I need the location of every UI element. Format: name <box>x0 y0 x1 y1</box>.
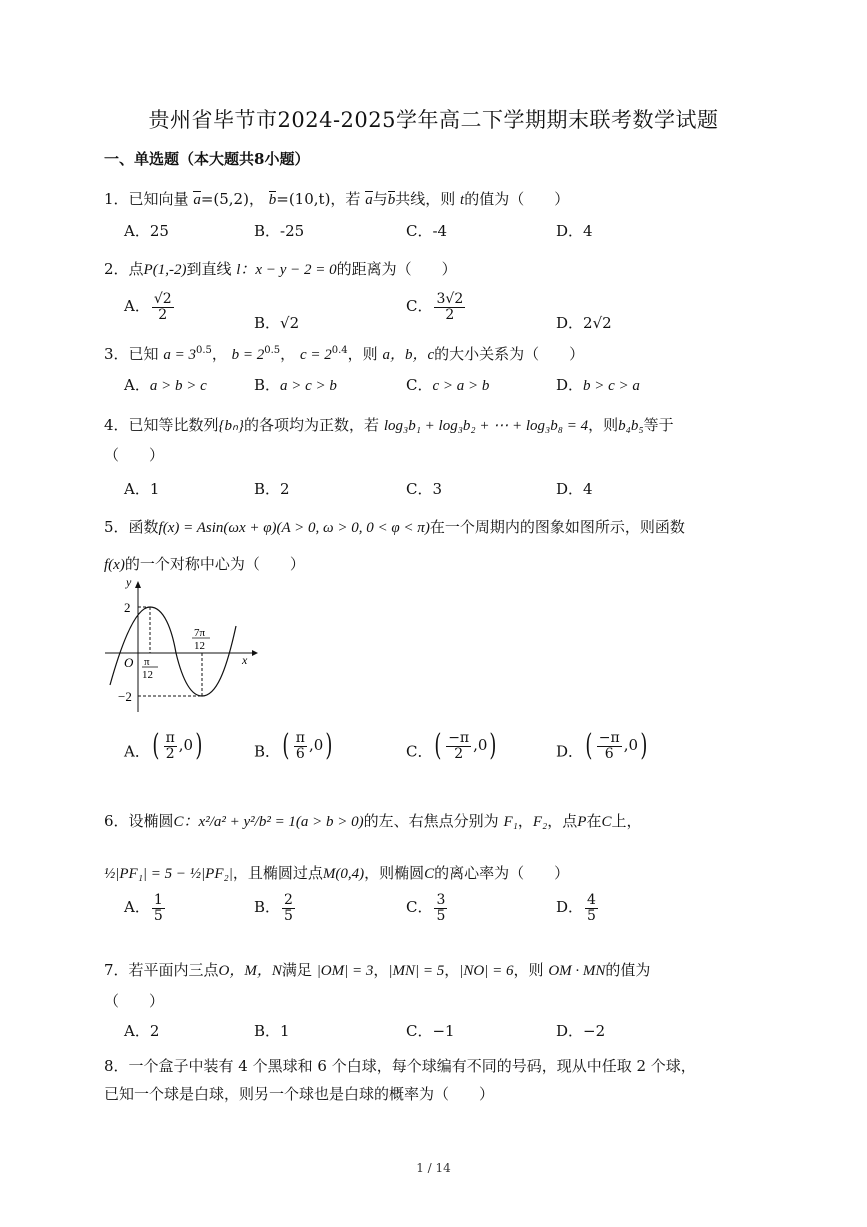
y-axis-arrow <box>135 581 141 588</box>
q5-option-a: A．( $\frac{\pi}{2}$ ,0) <box>124 728 203 764</box>
q1-option-c: C．-4 <box>406 222 448 240</box>
sine-curve <box>110 607 236 696</box>
vector-b: b <box>268 192 277 208</box>
q7-option-b: B．1 <box>254 1022 290 1040</box>
y-max-label: 2 <box>124 600 131 615</box>
q3-option-b: B．a > c > b <box>254 376 337 394</box>
y-min-label: −2 <box>118 689 132 704</box>
y-label: y <box>126 575 132 589</box>
question-6-line2: ½|PF₁| = 5 − ½|PF₂|，且椭圆过点M(0,4)，则椭圆C的离心率为（ ） <box>104 864 570 882</box>
question-3: 3．已知 $a = 3^{0.5}$， $b = 2^{0.5}$， $c = 2^{0.4}$，则 a，b，c的大小关系为（ ） <box>104 345 585 363</box>
origin-label: O <box>124 655 134 670</box>
x2-num: 7π <box>194 627 206 639</box>
q1-option-b: B．-25 <box>254 222 305 240</box>
x-axis-arrow <box>252 650 258 656</box>
q7-paren: （ ） <box>104 992 165 1010</box>
q5-option-c: C．( $\frac{-\pi}{2}$ ,0) <box>406 728 497 764</box>
question-4: 4．已知等比数列{bₙ}的各项均为正数，若 log₃b₁ + log₃b₂ + ⋯ + log₃b₈ = 4，则b₄b₅等于 <box>104 416 674 434</box>
q2-option-d: D．2√2 <box>556 314 612 332</box>
q3-option-c: C．c > a > b <box>406 376 490 394</box>
question-5-line2: f(x)的一个对称中心为（ ） <box>104 555 305 573</box>
q6-option-c: C． $\frac{3}{5}$ <box>406 892 446 924</box>
q4-option-d: D．4 <box>556 480 593 498</box>
q4-option-c: C．3 <box>406 480 443 498</box>
x2-den: 12 <box>194 640 205 652</box>
section-heading: 一、单选题（本大题共8小题） <box>104 150 310 168</box>
q3-option-d: D．b > c > a <box>556 376 640 394</box>
question-7: 7．若平面内三点O，M，N满足 |OM| = 3，|MN| = 5，|NO| = 6，则 OM · MN的值为 <box>104 961 651 979</box>
question-6: 6．设椭圆C：x²/a² + y²/b² = 1(a > b > 0)的左、右焦点分别为 F₁，F₂，点P在C上， <box>104 812 642 830</box>
x-label: x <box>242 653 248 667</box>
q6-option-b: B． $\frac{2}{5}$ <box>254 892 293 924</box>
page-title: 贵州省毕节市2024-2025学年高二下学期期末联考数学试题 <box>148 108 719 132</box>
vector-a: a <box>193 192 201 208</box>
question-8: 8．一个盒子中装有 4 个黑球和 6 个白球，每个球编有不同的号码，现从中任取 2 个球， <box>104 1057 696 1075</box>
q6-option-d: D． $\frac{4}{5}$ <box>556 892 596 924</box>
q4-option-a: A．1 <box>124 480 160 498</box>
question-5: 5．函数f(x) = Asin(ωx + φ)(A > 0, ω > 0, 0 < φ < π)在一个周期内的图象如图所示，则函数 <box>104 518 685 536</box>
question-1: 1．已知向量 a=(5,2)， b=(10,t)，若 a与b共线，则 t的值为（ ） <box>104 190 570 208</box>
sine-graph <box>100 572 260 717</box>
x1-den: 12 <box>142 669 153 681</box>
q5-option-b: B．( $\frac{\pi}{6}$ ,0) <box>254 728 333 764</box>
x1-num: π <box>144 656 150 668</box>
q6-option-a: A． $\frac{1}{5}$ <box>124 892 163 924</box>
q4-paren: （ ） <box>104 446 165 464</box>
q4-option-b: B．2 <box>254 480 290 498</box>
q1-option-d: D．4 <box>556 222 593 240</box>
question-2: 2．点P(1,-2)到直线 l：x − y − 2 = 0的距离为（ ） <box>104 260 457 278</box>
q1-option-a: A．25 <box>124 222 169 240</box>
page-number: 1 / 14 <box>416 1161 451 1175</box>
q2-option-b: B．√2 <box>254 314 300 332</box>
q7-option-d: D．−2 <box>556 1022 606 1040</box>
question-8-line2: 已知一个球是白球，则另一个球也是白球的概率为（ ） <box>104 1085 495 1103</box>
q7-option-c: C．−1 <box>406 1022 455 1040</box>
q3-option-a: A．a > b > c <box>124 376 207 394</box>
q7-option-a: A．2 <box>124 1022 160 1040</box>
q5-option-d: D．( $\frac{-\pi}{6}$ ,0) <box>556 728 648 764</box>
q2-option-a: A． $\frac{√2}{2}$ <box>124 291 172 323</box>
q2-option-c: C． $\frac{3√2}{2}$ <box>406 291 464 323</box>
